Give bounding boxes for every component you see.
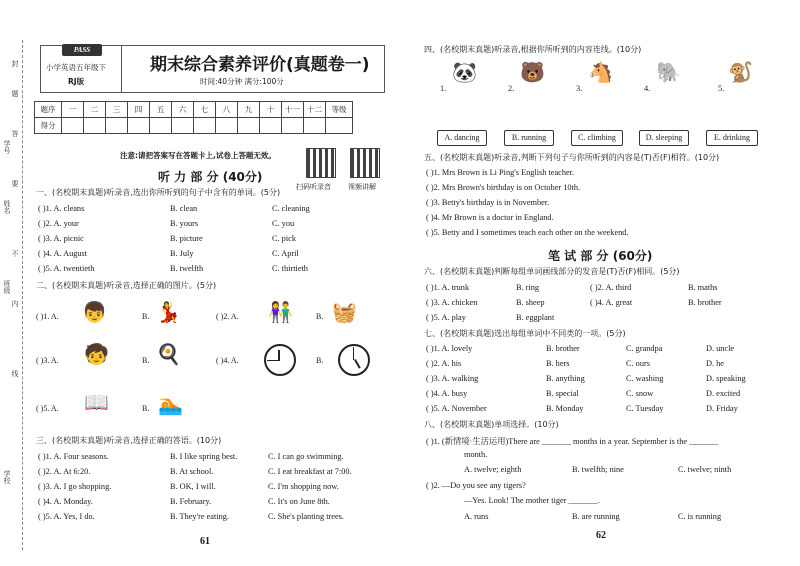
score-cell[interactable] [194,118,216,134]
option-c: C. twelve; ninth [678,465,732,474]
option-b: B. I like spring best. [170,452,238,461]
score-header-cell: 题序 [35,102,62,118]
option-a: ( )3. A. I go shopping. [38,482,112,491]
option-d: D. Friday [706,404,738,413]
bear-icon: 🐻 [520,62,545,84]
boy-with-book-icon: 📖 [84,392,109,414]
section-4-title: 四、(名校期末真题)听录音,根据你所听到的内容连线。(10分) [424,45,642,54]
option-sleeping[interactable]: D. sleeping [639,130,689,146]
option-a: ( )2. A. your [38,219,79,228]
section-2-title: 二、(名校期末真题)听录音,选择正确的图片。(5分) [36,281,217,290]
option-a: ( )4. A. Monday. [38,497,93,506]
sidebar-inner: 内 [11,300,19,307]
option-b: B. hers [546,359,570,368]
tf-item: ( )5. Betty and I sometimes teach each other on the weekend. [426,228,629,237]
q8-2-stem-cont: —Yes. Look! The mother tiger _______. [464,496,600,505]
section-6-title: 六、(名校期末真题)判断每组单词画线部分的发音是(T)否(F)相同。(5分) [424,267,680,276]
section-5-title: 五、(名校期末真题)听录音,判断下列句子与你所听到的内容是(T)否(F)相符。(10分) [424,153,720,162]
score-header-cell: 十一 [282,102,304,118]
option-c: C. is running [678,512,722,521]
score-cell[interactable] [260,118,282,134]
option-a: ( )1. A. trunk [426,283,470,292]
reading-boy-icon: 👦 [82,302,107,324]
kitchen-scene-icon: 🍳 [156,344,181,366]
time-info: 时间:40分钟 满分:100分 [200,77,284,86]
option-drinking[interactable]: E. drinking [706,130,758,146]
grade-label: 小学英语五年级下 [46,63,106,72]
section-7-title: 七、(名校期末真题)选出每组单词中不同类的一项。(5分) [424,329,626,338]
edition-label: RJ版 [68,77,85,86]
option-a: ( )3. A. chicken [426,298,478,307]
option-b: B. eggplant [516,313,555,322]
score-cell[interactable] [128,118,150,134]
clock-icon [264,344,296,376]
q-label: ( )5. A. [36,404,59,413]
score-header-cell: 等级 [326,102,353,118]
score-table [34,101,353,134]
page-title: 期末综合素养评价(真题卷一) [150,55,370,75]
qr-code-video[interactable] [350,148,380,178]
option-a: ( )4. A. great [590,298,633,307]
option-d: D. he [706,359,724,368]
option-a: ( )3. A. walking [426,374,479,383]
qr-audio-label: 扫码听录音 [296,183,331,191]
q-label: B. [142,356,150,365]
q-label: ( )2. A. [216,312,239,321]
q8-2-stem: ( )2. —Do you see any tigers? [426,481,526,490]
option-a: ( )3. A. picnic [38,234,84,243]
q-label: ( )3. A. [36,356,59,365]
q8-1-stem-cont: month. [464,450,488,459]
sidebar-question: 题 [11,90,19,97]
option-a: ( )5. A. twentieth [38,264,95,273]
tf-item: ( )3. Betty's birthday is in November. [426,198,550,207]
monkey-icon: 🐒 [728,62,753,84]
notice-text: 注意:请把答案写在答题卡上,试卷上答题无效。 [120,151,276,160]
option-c: C. snow [626,389,654,398]
clock-icon [338,344,370,376]
qr-video-label: 视频讲解 [348,183,376,191]
option-b: B. maths [688,283,718,292]
option-a: A. twelve; eighth [464,465,522,474]
option-b: B. clean [170,204,198,213]
q-label: B. [316,312,324,321]
option-b: B. July [170,249,194,258]
score-cell[interactable] [238,118,260,134]
option-b: B. yours [170,219,199,228]
option-b: B. Monday [546,404,584,413]
score-header-cell: 八 [216,102,238,118]
option-a: ( )1. A. cleans [38,204,85,213]
picnic-scene-icon: 🧺 [332,302,357,324]
option-b: B. special [546,389,579,398]
option-a: ( )4. A. August [38,249,88,258]
score-header-cell: 九 [238,102,260,118]
item-num: 3. [576,84,583,93]
option-c: C. cleaning [272,204,310,213]
sidebar-answer: 答 [11,130,19,137]
option-c: C. Tuesday [626,404,664,413]
option-b: B. ring [516,283,540,292]
option-c: C. I eat breakfast at 7:00. [268,467,352,476]
option-c: C. I can go swimming. [268,452,344,461]
boy-eating-icon: 🧒 [84,344,109,366]
qr-code-audio[interactable] [306,148,336,178]
score-cell[interactable] [84,118,106,134]
page-number-left: 61 [200,536,210,547]
score-header-cell: 一 [62,102,84,118]
option-b: B. picture [170,234,203,243]
binding-sidebar [0,0,30,566]
sidebar-name: 姓名 [3,200,11,214]
sidebar-student-id: 学号 [3,140,11,154]
sidebar-line: 线 [11,370,19,377]
option-b: B. They're eating. [170,512,229,521]
score-header-cell: 十 [260,102,282,118]
option-a: ( )2. A. third [590,283,632,292]
q-label: B. [142,404,150,413]
option-c: C. She's planting trees. [268,512,344,521]
option-b: B. sheep [516,298,545,307]
option-c: C. you [272,219,295,228]
cut-line [22,40,23,550]
tf-item: ( )4. Mr Brown is a doctor in England. [426,213,554,222]
children-playing-icon: 👫 [268,302,293,324]
item-num: 1. [440,84,447,93]
option-a: A. runs [464,512,489,521]
item-num: 5. [718,84,725,93]
option-a: ( )5. A. Yes, I do. [38,512,95,521]
tf-item: ( )2. Mrs Brown's birthday is on October 10th. [426,183,581,192]
listening-part-title: 听 力 部 分 (40分) [158,170,263,184]
option-b: B. brother [688,298,722,307]
option-c: C. I'm shopping now. [268,482,339,491]
option-a: ( )2. A. At 6:20. [38,467,91,476]
score-header-cell: 五 [150,102,172,118]
option-d: D. uncle [706,344,735,353]
option-d: D. speaking [706,374,746,383]
option-b: B. twelfth; nine [572,465,624,474]
sidebar-seal: 封 [11,60,19,67]
score-header-cell: 四 [128,102,150,118]
elephant-icon: 🐘 [656,62,681,84]
score-header-cell: 十二 [304,102,326,118]
swimming-icon: 🏊 [158,394,183,416]
q8-1-stem: ( )1. (新情境·生活运用)There are _______ months in a year. September is the _______ [426,437,719,446]
option-a: ( )4. A. busy [426,389,468,398]
option-b: B. twelfth [170,264,204,273]
section-3-title: 三、(名校期末真题)听录音,选择正确的答语。(10分) [36,436,222,445]
sidebar-school: 学校 [3,470,11,484]
option-b: B. At school. [170,467,214,476]
option-b: B. February. [170,497,212,506]
option-running[interactable]: B. running [504,130,554,146]
score-cell[interactable] [62,118,84,134]
score-cell[interactable] [326,118,353,134]
score-header-cell: 三 [106,102,128,118]
score-cell[interactable] [282,118,304,134]
score-cell[interactable] [216,118,238,134]
q-label: ( )4. A. [216,356,239,365]
score-header-cell: 六 [172,102,194,118]
option-c: C. washing [626,374,664,383]
option-dancing[interactable]: A. dancing [437,130,487,146]
option-c: C. April [272,249,299,258]
option-c: C. grandpa [626,344,663,353]
option-b: B. are running [572,512,620,521]
score-cell[interactable] [172,118,194,134]
score-header-cell: 七 [194,102,216,118]
option-c: C. ours [626,359,650,368]
score-header-cell: 二 [84,102,106,118]
option-c: C. pick [272,234,296,243]
written-part-title: 笔 试 部 分 (60分) [548,249,653,263]
option-c: C. It's on June 8th. [268,497,330,506]
score-cell[interactable] [150,118,172,134]
q-label: B. [316,356,324,365]
tf-item: ( )1. Mrs Brown is Li Ping's English teacher. [426,168,575,177]
option-a: ( )1. A. lovely [426,344,473,353]
q-label: ( )1. A. [36,312,59,321]
page-number-right: 62 [596,530,606,541]
section-8-title: 八、(名校期末真题)单项选择。(10分) [424,420,559,429]
option-climbing[interactable]: C. climbing [571,130,623,146]
publisher-logo: PASS [62,44,102,56]
girl-dancing-icon: 💃 [156,302,181,324]
option-b: B. anything [546,374,585,383]
option-b: B. brother [546,344,580,353]
score-cell[interactable] [304,118,326,134]
item-num: 2. [508,84,515,93]
option-c: C. thirtieth [272,264,308,273]
sidebar-not: 不 [11,250,19,257]
panda-icon: 🐼 [452,62,477,84]
horse-icon: 🐴 [588,62,613,84]
sidebar-class: 班级 [3,280,11,294]
q-label: B. [142,312,150,321]
score-cell[interactable] [106,118,128,134]
option-b: B. OK, I will. [170,482,216,491]
sidebar-must: 要 [11,180,19,187]
option-d: D. excited [706,389,741,398]
score-row-label: 得分 [35,118,62,134]
option-a: ( )2. A. his [426,359,462,368]
option-a: ( )1. A. Four seasons. [38,452,109,461]
section-1-title: 一、(名校期末真题)听录音,选出你所听到的句子中含有的单词。(5分) [36,188,281,197]
option-a: ( )5. A. November [426,404,487,413]
option-a: ( )5. A. play [426,313,466,322]
item-num: 4. [644,84,651,93]
